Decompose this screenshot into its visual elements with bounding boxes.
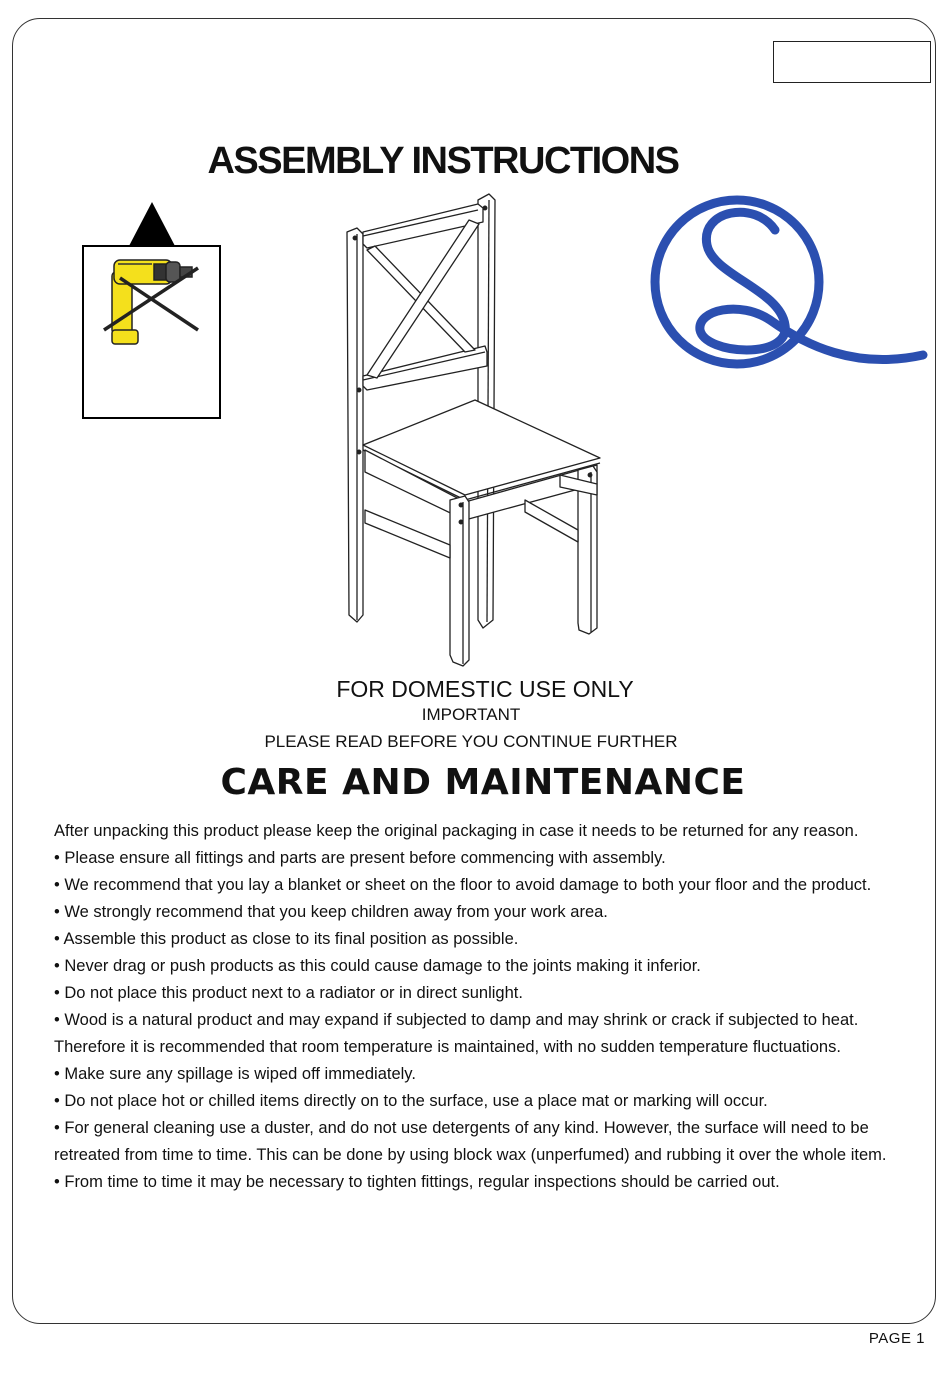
care-item: • We strongly recommend that you keep children away from your work area. <box>54 903 608 921</box>
care-item: • Do not place this product next to a radiator or in direct sunlight. <box>54 984 523 1002</box>
no-power-drill-icon <box>82 200 222 420</box>
important-label: IMPORTANT <box>421 705 521 724</box>
care-item: • Do not place hot or chilled items directly on to the surface, use a place mat or marking will occur. <box>54 1092 768 1110</box>
care-item: • Assemble this product as close to its final position as possible. <box>54 930 519 948</box>
chair-illustration <box>335 190 610 675</box>
care-title: CARE AND MAINTENANCE <box>220 762 746 803</box>
page-number: PAGE 1 <box>868 1330 925 1347</box>
domestic-use-notice: FOR DOMESTIC USE ONLY <box>336 676 634 702</box>
page-title: ASSEMBLY INSTRUCTIONS <box>207 140 679 182</box>
brand-logo-s <box>645 190 930 390</box>
care-item: • From time to time it may be necessary to tighten fittings, regular inspections should be carried out. <box>54 1173 780 1191</box>
reference-box <box>773 41 931 83</box>
care-item: • Make sure any spillage is wiped off immediately. <box>54 1065 416 1083</box>
care-item: • Please ensure all fittings and parts are present before commencing with assembly. <box>54 849 666 867</box>
care-intro: After unpacking this product please keep the original packaging in case it needs to be returned for any reason. <box>54 822 859 840</box>
care-item: • For general cleaning use a duster, and do not use detergents of any kind. However, the surface will need to be retreated from time to time. This can be done by using block wax (unperfumed) and rubbing it over the whole item. <box>54 1119 887 1164</box>
care-instructions <box>54 818 914 1196</box>
care-item: • Wood is a natural product and may expand if subjected to damp and may shrink or crack if subjected to heat. Therefore it is recommended that room temperature is maintained, with no sudden temperature fluctuations. <box>54 1011 859 1056</box>
care-item: • Never drag or push products as this could cause damage to the joints making it inferior. <box>54 957 701 975</box>
care-item: • We recommend that you lay a blanket or sheet on the floor to avoid damage to both your floor and the product. <box>54 876 872 894</box>
read-before-notice: PLEASE READ BEFORE YOU CONTINUE FURTHER <box>264 732 678 751</box>
